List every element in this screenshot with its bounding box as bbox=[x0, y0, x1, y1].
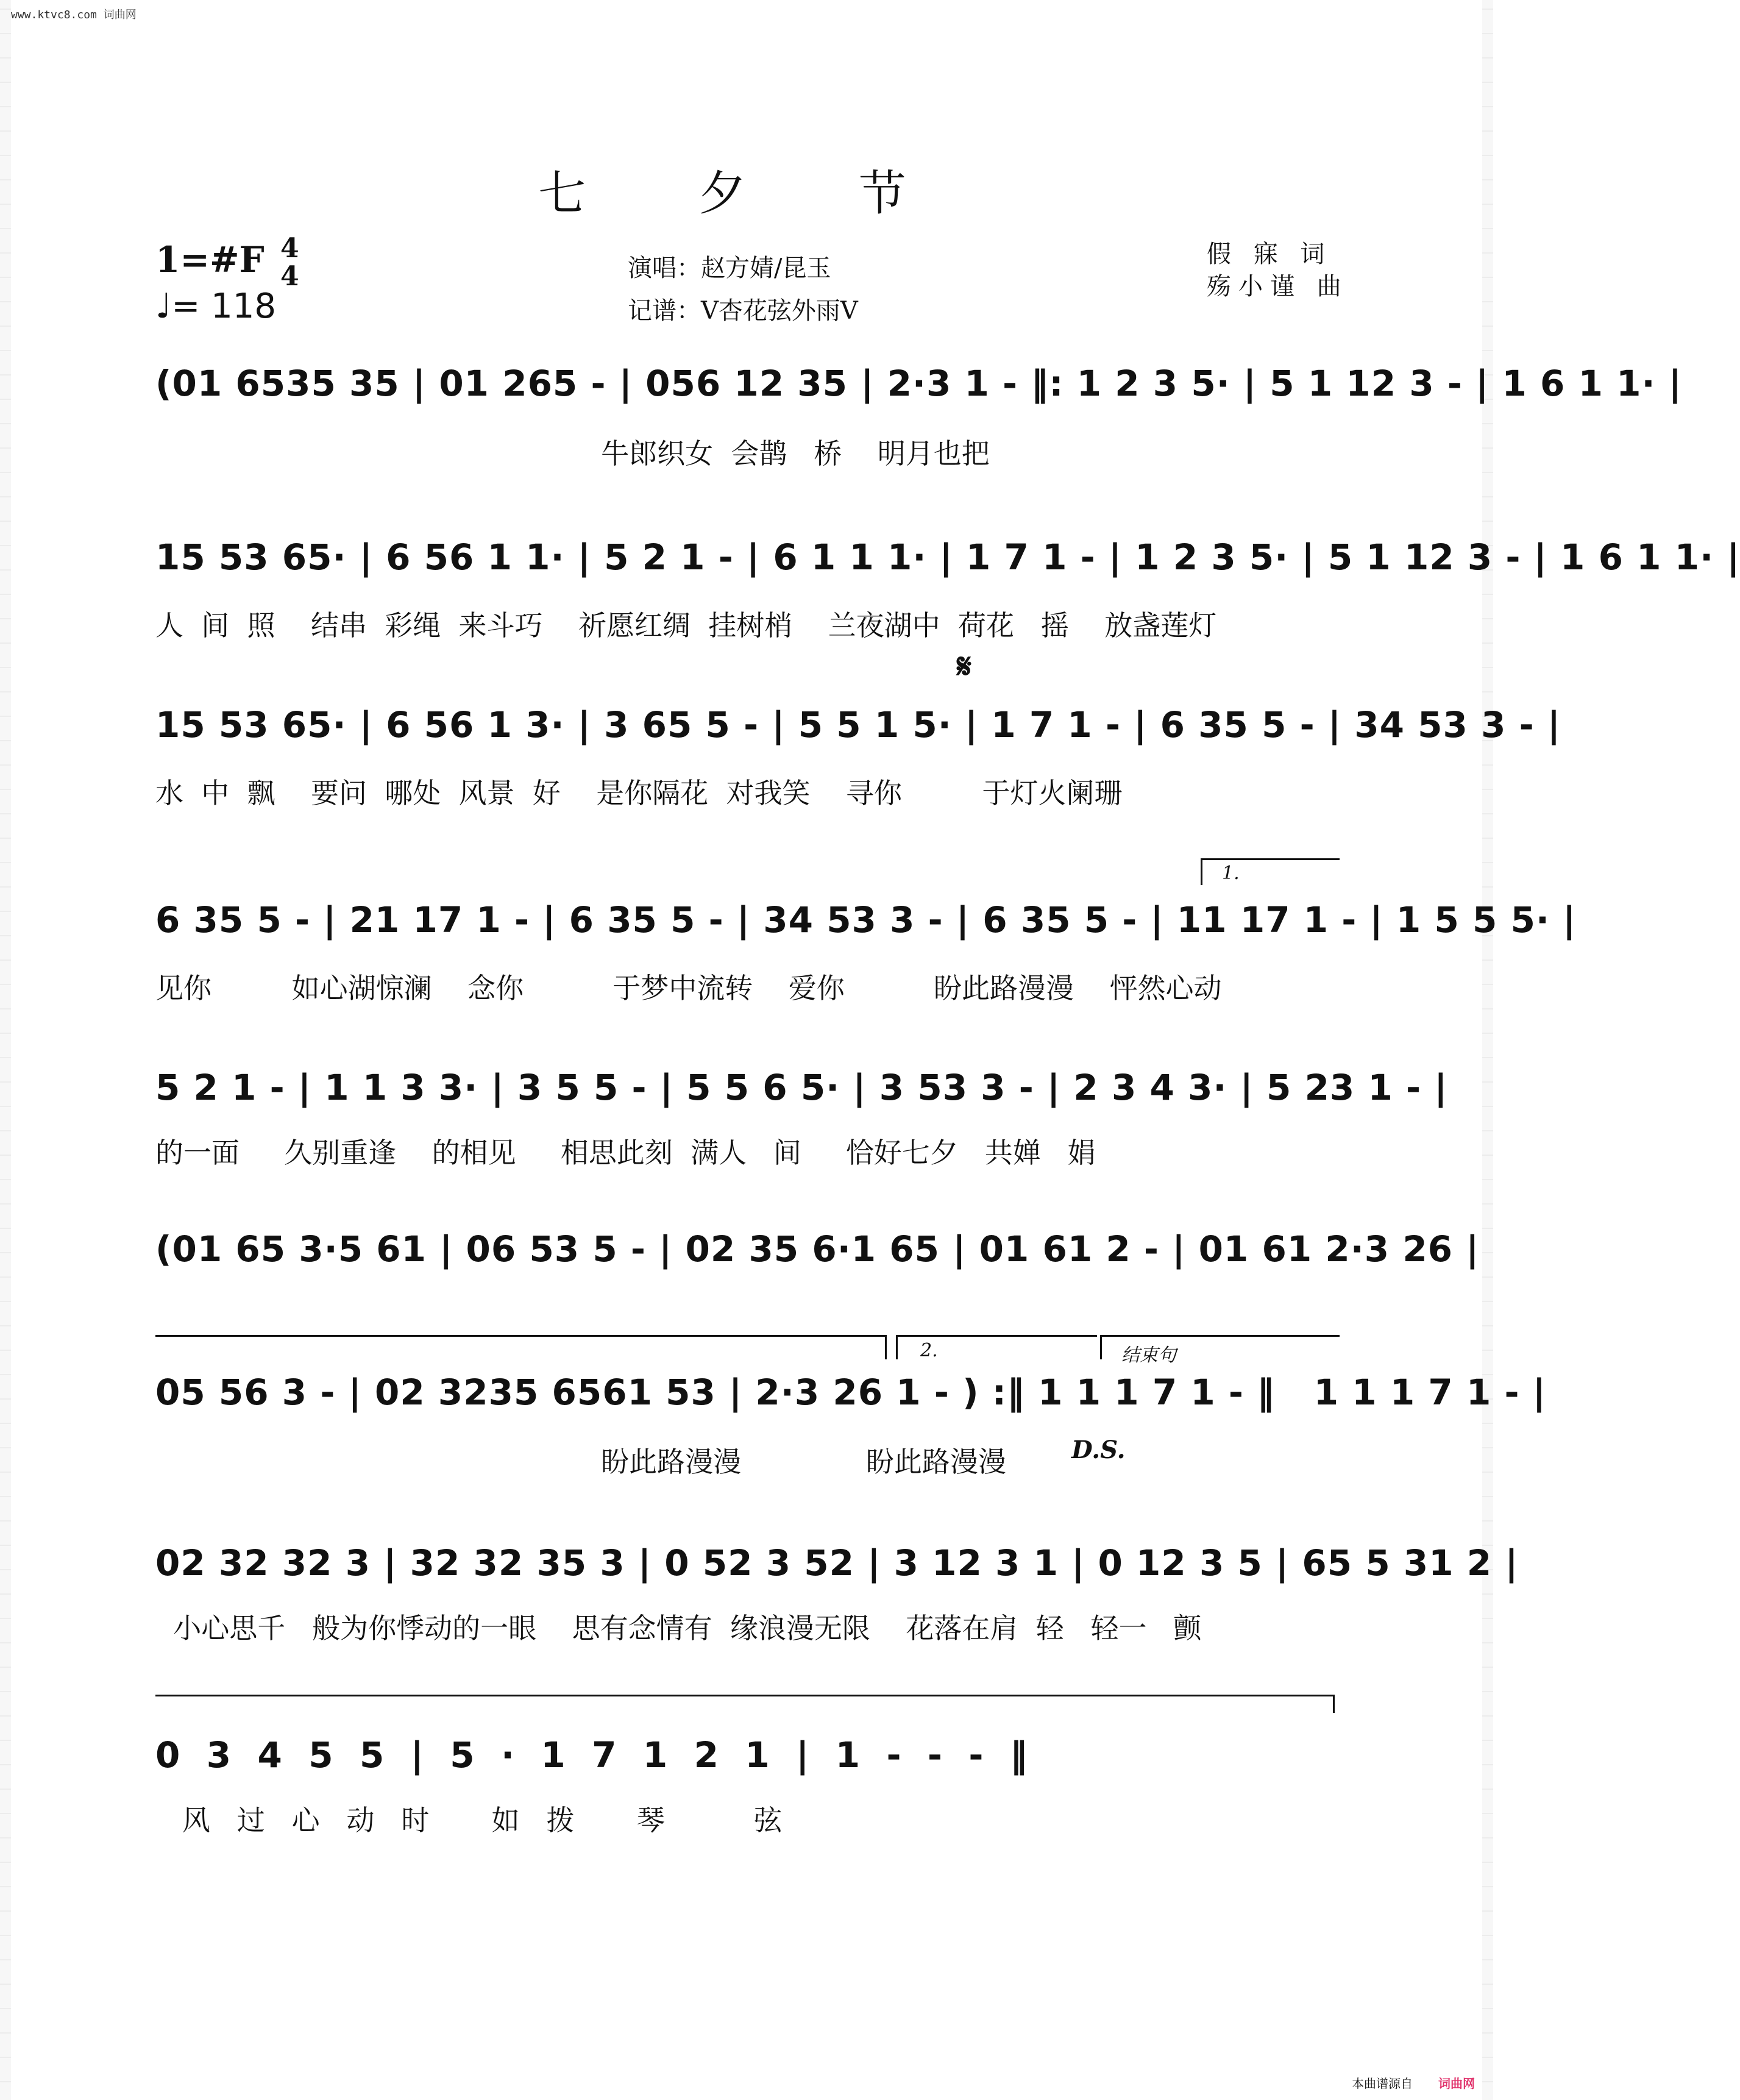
score-system-8-lyrics: 小心思千 般为你悸动的一眼 思有念情有 缘浪漫无限 花落在肩 轻 轻一 颤 bbox=[155, 1612, 1202, 1645]
footer-brand[interactable]: 词曲网 bbox=[1438, 2076, 1475, 2091]
coda-bracket bbox=[1100, 1335, 1340, 1337]
score-system-9-notes: 0 3 4 5 5 | 5 · 1 7 1 2 1 | 1 - - - ‖ bbox=[155, 1734, 1028, 1776]
volta-2-label: 2. bbox=[920, 1340, 938, 1361]
score-system-3-lyrics: 水 中 飘 要问 哪处 风景 好 是你隔花 对我笑 寻你 于灯火阑珊 bbox=[155, 777, 1123, 810]
key-signature: 1=#F bbox=[155, 239, 265, 280]
volta-1-label: 1. bbox=[1222, 863, 1240, 884]
tempo-value: = 118 bbox=[171, 287, 277, 326]
score-system-2-notes: 15 53 65· | 6 56 1 1· | 5 2 1 - | 6 1 1 1· | 1 7 1 - | 1 2 3 5· | 5 1 12 3 - | 1 6 1 1· | bbox=[155, 536, 1740, 578]
tempo-marking bbox=[155, 287, 276, 326]
coda-bracket-left bbox=[1100, 1335, 1102, 1359]
meter-bottom: 4 bbox=[280, 261, 299, 292]
volta-2-bracket-left bbox=[896, 1335, 898, 1359]
lyricist-credit: 假 寐 词 bbox=[1207, 240, 1332, 268]
composer-credit: 殇小谨 曲 bbox=[1207, 272, 1349, 301]
footer-source: 本曲谱源自 bbox=[1352, 2076, 1413, 2091]
score-system-7-notes: 05 56 3 - | 02 3235 6561 53 | 2·3 26 1 - ) :‖ 1 1 1 7 1 - ‖ 1 1 1 7 1 - | bbox=[155, 1372, 1546, 1413]
score-system-1-lyrics: 牛郎织女 会鹊 桥 明月也把 bbox=[155, 437, 990, 470]
song-title: 七 夕 节 bbox=[538, 166, 955, 221]
volta-2-bracket bbox=[896, 1335, 1097, 1337]
singer-credit: 演唱：赵方婧/昆玉 bbox=[628, 254, 831, 282]
score-system-5-notes: 5 2 1 - | 1 1 3 3· | 3 5 5 - | 5 5 6 5· | 3 53 3 - | 2 3 4 3· | 5 23 1 - | bbox=[155, 1067, 1448, 1108]
final-system-line-end bbox=[1333, 1695, 1335, 1713]
quarter-note-icon: ♩ bbox=[155, 287, 172, 326]
dal-segno-mark: D.S. bbox=[1071, 1436, 1126, 1464]
meter-top: 4 bbox=[280, 233, 299, 264]
volta-1-bracket-left bbox=[1201, 858, 1202, 885]
score-system-3-notes: 15 53 65· | 6 56 1 3· | 3 65 5 - | 5 5 1 5· | 1 7 1 - | 6 35 5 - | 34 53 3 - | bbox=[155, 704, 1561, 746]
score-system-1-notes: (01 6535 35 | 01 265 - | 056 12 35 | 2·3 1 - ‖: 1 2 3 5· | 5 1 12 3 - | 1 6 1 1· | bbox=[155, 363, 1682, 404]
segno-sign: 𝄋 bbox=[957, 646, 972, 686]
score-system-5-lyrics: 的一面 久别重逢 的相见 相思此刻 满人 间 恰好七夕 共婵 娟 bbox=[155, 1136, 1096, 1169]
time-signature bbox=[280, 235, 299, 291]
left-margin-decoration bbox=[0, 0, 11, 2100]
coda-label: 结束句 bbox=[1121, 1345, 1176, 1366]
transcriber-credit: 记谱：V杏花弦外雨V bbox=[628, 297, 858, 325]
volta-1-bracket bbox=[1201, 858, 1340, 860]
score-system-2-lyrics: 人 间 照 结串 彩绳 来斗巧 祈愿红绸 挂树梢 兰夜湖中 荷花 摇 放盏莲灯 bbox=[155, 609, 1217, 642]
final-system-line bbox=[155, 1695, 1335, 1696]
score-system-4-notes: 6 35 5 - | 21 17 1 - | 6 35 5 - | 34 53 3 - | 6 35 5 - | 11 17 1 - | 1 5 5 5· | bbox=[155, 899, 1577, 941]
score-system-9-lyrics: 风 过 心 动 时 如 拨 琴 弦 bbox=[155, 1804, 783, 1837]
score-system-6-notes: (01 65 3·5 61 | 06 53 5 - | 02 35 6·1 65 | 01 61 2 - | 01 61 2·3 26 | bbox=[155, 1228, 1480, 1270]
site-header: www.ktvc8.com 词曲网 bbox=[11, 9, 137, 21]
score-system-8-notes: 02 32 32 3 | 32 32 35 3 | 0 52 3 52 | 3 12 3 1 | 0 12 3 5 | 65 5 31 2 | bbox=[155, 1542, 1519, 1584]
score-system-7-lyrics: 盼此路漫漫 盼此路漫漫 bbox=[155, 1445, 1006, 1478]
repeat-span-line bbox=[155, 1335, 887, 1337]
score-system-4-lyrics: 见你 如心湖惊澜 念你 于梦中流转 爱你 盼此路漫漫 怦然心动 bbox=[155, 972, 1222, 1005]
right-margin-decoration bbox=[1482, 0, 1493, 2100]
repeat-span-end bbox=[885, 1335, 887, 1359]
